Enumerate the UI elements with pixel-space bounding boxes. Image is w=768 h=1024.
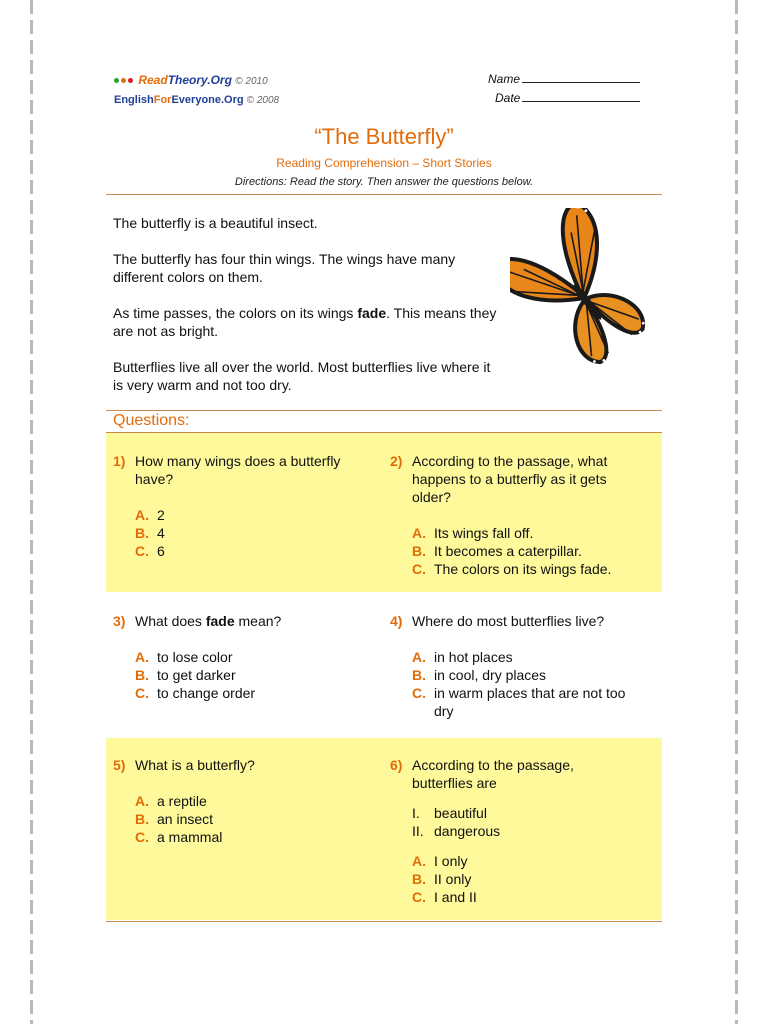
question-4: 4) Where do most butterflies live? A. in hot places B. in cool, dry places C. in warm places that are not too dry xyxy=(390,612,650,720)
option-b[interactable]: B. 4 xyxy=(135,525,165,541)
option-b[interactable]: B. II only xyxy=(412,871,472,887)
question-2: 2) According to the passage, what happens to a butterfly as it gets older? A. Its wings fall off. B. It becomes a caterpillar. C. The colors on its wings fade. xyxy=(390,452,640,578)
name-date-fields xyxy=(488,70,640,108)
efe-everyone: Everyone.Org xyxy=(171,94,244,106)
question-6: 6) According to the passage, butterflies are I. beautiful II. dangerous A. I only B. II only C. I and II xyxy=(390,756,640,906)
option-b[interactable]: B. an insect xyxy=(135,811,214,827)
right-page-border xyxy=(735,0,738,1024)
brand-read: Read xyxy=(138,73,168,87)
divider xyxy=(106,921,662,922)
option-a[interactable]: A. to lose color xyxy=(135,649,233,665)
option-c[interactable]: C. a mammal xyxy=(135,829,223,845)
left-page-border xyxy=(30,0,33,1024)
efe-year: © 2008 xyxy=(246,95,280,106)
brand-year: © 2010 xyxy=(235,76,268,87)
option-c[interactable]: C. I and II xyxy=(412,889,477,905)
question-5: 5) What is a butterfly? A. a reptile B. an insect C. a mammal xyxy=(113,756,363,846)
page-subtitle: Reading Comprehension – Short Stories xyxy=(276,156,492,170)
butterfly-illustration xyxy=(510,208,660,390)
option-a[interactable]: A. in hot places xyxy=(412,649,513,665)
story-paragraph: Butterflies live all over the world. Most butterflies live where it is very warm and not too dry. xyxy=(113,359,491,393)
brand-theory: Theory.Org xyxy=(167,73,232,87)
directions: Directions: Read the story. Then answer the questions below. xyxy=(234,176,534,188)
option-b[interactable]: B. in cool, dry places xyxy=(412,667,547,683)
date-line[interactable] xyxy=(522,89,640,102)
option-a[interactable]: A. a reptile xyxy=(135,793,207,809)
questions-heading: Questions: xyxy=(113,412,190,429)
option-a[interactable]: A. I only xyxy=(412,853,468,869)
question-1: 1) How many wings does a butterfly have? A. 2 B. 4 C. 6 xyxy=(113,452,363,560)
option-c[interactable]: C. in warm places that are not too dry xyxy=(412,685,626,719)
divider xyxy=(106,410,662,411)
option-c[interactable]: C. to change order xyxy=(135,685,256,701)
name-label: Name xyxy=(488,72,521,86)
option-a[interactable]: A. 2 xyxy=(135,507,165,523)
efe-english: English xyxy=(114,94,154,106)
question-stem: How many wings does a butterfly have? xyxy=(135,453,341,487)
question-stem: What is a butterfly? xyxy=(135,757,255,773)
option-c[interactable]: C. The colors on its wings fade. xyxy=(412,561,612,577)
story-paragraph: As time passes, the colors on its wings fade. This means they are not as bright. xyxy=(113,305,497,339)
option-c[interactable]: C. 6 xyxy=(135,543,165,559)
question-stem: Where do most butterflies live? xyxy=(412,613,605,629)
story-paragraph: The butterfly is a beautiful insect. xyxy=(113,215,318,231)
name-line[interactable] xyxy=(522,70,640,83)
divider xyxy=(106,194,662,195)
story-text xyxy=(113,214,503,412)
option-a[interactable]: A. Its wings fall off. xyxy=(412,525,534,541)
option-b[interactable]: B. to get darker xyxy=(135,667,236,683)
question-stem: According to the passage, butterflies are xyxy=(412,757,574,791)
question-stem: What does fade mean? xyxy=(135,613,282,629)
roman-list: I. beautiful II. dangerous xyxy=(412,805,501,839)
question-stem: According to the passage, what happens to a butterfly as it gets older? xyxy=(412,453,608,505)
date-label: Date xyxy=(495,91,521,105)
option-b[interactable]: B. It becomes a caterpillar. xyxy=(412,543,582,559)
brand-logo xyxy=(114,71,279,110)
question-3: 3) What does fade mean? A. to lose color B. to get darker C. to change order xyxy=(113,612,363,702)
brand-dots-icon xyxy=(114,73,135,87)
efe-for: For xyxy=(153,94,172,106)
page-title: “The Butterfly” xyxy=(314,124,454,149)
story-paragraph: The butterfly has four thin wings. The wings have many different colors on them. xyxy=(113,251,456,285)
